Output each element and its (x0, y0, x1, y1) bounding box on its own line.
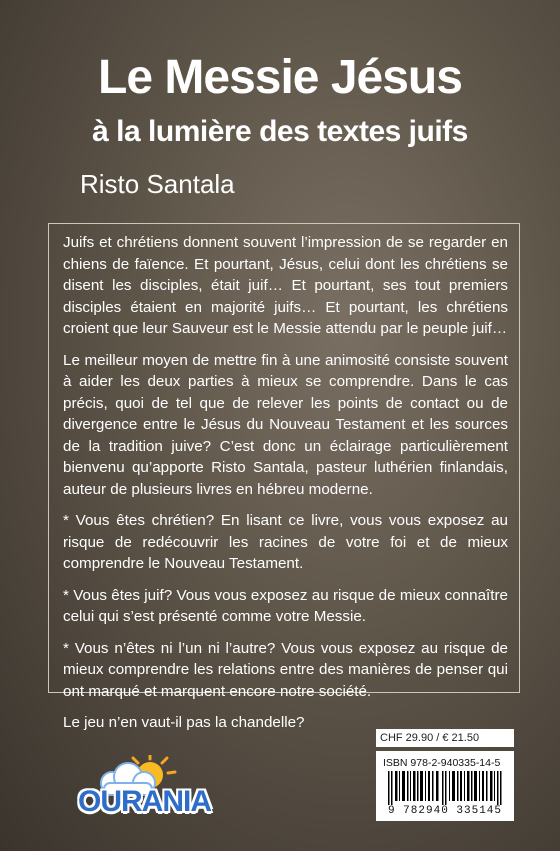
blurb-paragraph: Le meilleur moyen de mettre fin à une animosité consiste souvent à aider les deux parties à mieux se comprendre. Dans le cas précis, quoi de tel que de relever les points de contact ou de divergence entre le Jésus du Nouveau Testament et les sources de la tradition juive? C’est donc un éclairage particulièrement bienvenu qu’apporte Risto Santala, pasteur luthérien finlandais, auteur de plusieurs livres en hébreu moderne. (63, 351, 508, 498)
blurb-paragraph: * Vous êtes juif? Vous vous exposez au risque de mieux connaître celui qui s’est présenté comme votre Messie. (63, 586, 508, 625)
isbn-text: ISBN 978-2-940335-14-5 (383, 757, 501, 769)
book-title: Le Messie Jésus (98, 51, 462, 104)
book-author: Risto Santala (80, 169, 235, 199)
barcode-digits: 9 782940 335145 (387, 805, 503, 817)
blurb-paragraph: * Vous êtes chrétien? En lisant ce livre, vous vous exposez au risque de redécouvrir les racines de votre foi et de mieux comprendre le Nouveau Testament. (63, 512, 508, 572)
price-text: CHF 29.90 / € 21.50 (380, 732, 480, 744)
barcode-icon (388, 771, 504, 805)
blurb-paragraph: * Vous n’êtes ni l’un ni l’autre? Vous vous exposez au risque de mieux comprendre les relations entre des manières de penser qui ont marqué et marquent encore notre société. (63, 639, 508, 700)
blurb-paragraph: Le jeu n’en vaut-il pas la chandelle? (63, 714, 305, 731)
blurb-text (63, 232, 508, 744)
publisher-logo (72, 755, 211, 818)
book-subtitle: à la lumière des textes juifs (92, 115, 468, 148)
publisher-name: OURANIA (78, 785, 211, 818)
blurb-paragraph: Juifs et chrétiens donnent souvent l’impression de se regarder en chiens de faïence. Et pourtant, Jésus, celui dont les chrétiens se disent les disciples, était juif… Et pourtant, ses tout premiers disciples étaient en majorité juifs… Et pourtant, les chrétiens croient que leur Sauveur est le Messie attendu par le peuple juif… (63, 234, 508, 337)
